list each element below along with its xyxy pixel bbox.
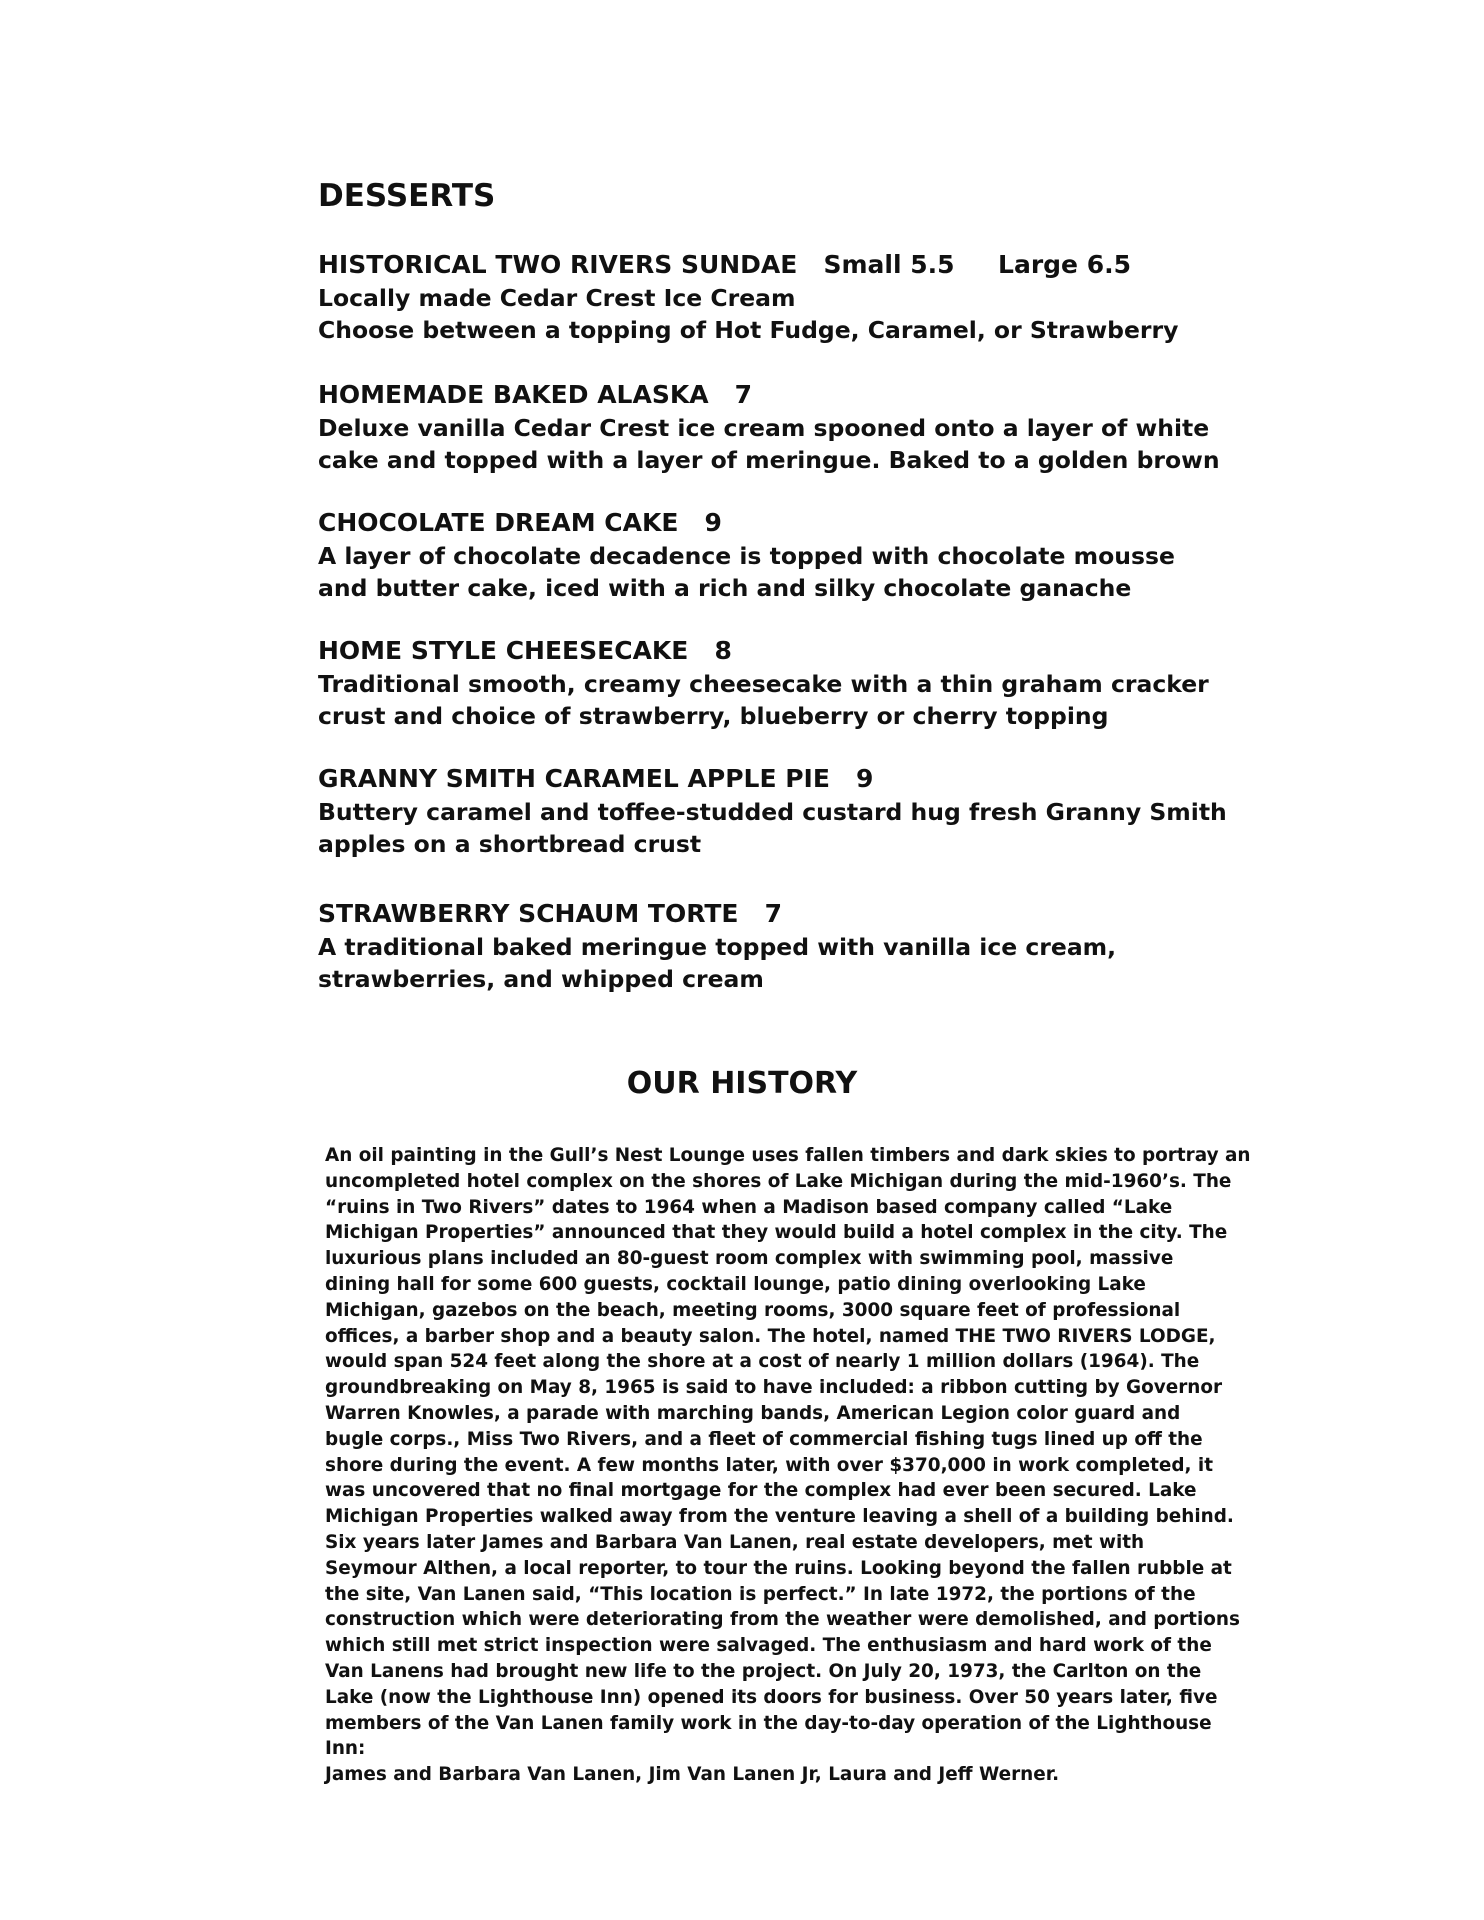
history-line: uncompleted hotel complex on the shores of Lake Michigan during the mid-1960’s. The [325, 1170, 1232, 1192]
dessert-description [318, 796, 1227, 860]
history-title-text: OUR HISTORY [626, 1066, 858, 1101]
history-line: luxurious plans included an 80-guest room complex with swimming pool, massive [325, 1248, 1174, 1270]
history-line: the site, Van Lanen said, “This location is perfect.” In late 1972, the portions of the [325, 1583, 1196, 1605]
history-line: construction which were deteriorating from the weather were demolished, and portions [325, 1609, 1240, 1631]
dessert-item-baked-alaska [318, 378, 1220, 476]
dessert-item-chocolate-cake [318, 506, 1175, 604]
history-line: dining hall for some 600 guests, cocktail lounge, patio dining overlooking Lake [325, 1273, 1146, 1295]
history-line: bugle corps., Miss Two Rivers, and a fleet of commercial fishing tugs lined up off the [325, 1428, 1203, 1450]
dessert-item-sundae [318, 248, 1179, 346]
desserts-title: DESSERTS [318, 178, 496, 214]
dessert-description [318, 668, 1209, 732]
history-line: groundbreaking on May 8, 1965 is said to have included: a ribbon cutting by Governor [325, 1377, 1223, 1399]
dessert-item-cheesecake [318, 634, 1209, 732]
history-title [0, 1064, 1484, 1104]
history-line: which still met strict inspection were salvaged. The enthusiasm and hard work of the [325, 1635, 1212, 1657]
history-paragraph [325, 1143, 1251, 1788]
dessert-description [318, 931, 1168, 995]
dessert-heading: HOME STYLE CHEESECAKE 8 [318, 636, 732, 665]
history-line: Michigan, gazebos on the beach, meeting rooms, 3000 square feet of professional [325, 1299, 1181, 1321]
history-line: An oil painting in the Gull’s Nest Lounge uses fallen timbers and dark skies to portray an [325, 1145, 1251, 1166]
description-line: Deluxe vanilla Cedar Crest ice cream spooned onto a layer of white [318, 414, 1210, 442]
description-line: strawberries, and whipped cream [318, 965, 764, 993]
dessert-heading: GRANNY SMITH CARAMEL APPLE PIE 9 [318, 764, 874, 793]
history-line: Michigan Properties walked away from the venture leaving a shell of a building behind. [325, 1506, 1234, 1528]
description-line: crust and choice of strawberry, blueberry or cherry topping [318, 702, 1109, 730]
dessert-description [318, 540, 1175, 604]
history-line: was uncovered that no final mortgage for the complex had ever been secured. Lake [325, 1480, 1197, 1502]
dessert-heading: CHOCOLATE DREAM CAKE 9 [318, 508, 722, 537]
description-line: Locally made Cedar Crest Ice Cream [318, 284, 796, 312]
dessert-heading: HOMEMADE BAKED ALASKA 7 [318, 380, 753, 409]
description-line: apples on a shortbread crust [318, 830, 702, 858]
history-line: Six years later James and Barbara Van Lanen, real estate developers, met with [325, 1531, 1145, 1553]
history-line: Lake (now the Lighthouse Inn) opened its doors for business. Over 50 years later, five [325, 1686, 1218, 1708]
history-line: Inn: [325, 1738, 366, 1760]
history-line: Warren Knowles, a parade with marching bands, American Legion color guard and [325, 1402, 1181, 1424]
dessert-item-schaum-torte [318, 897, 1168, 995]
description-line: Traditional smooth, creamy cheesecake with a thin graham cracker [318, 670, 1209, 698]
history-line: James and Barbara Van Lanen, Jim Van Lanen Jr, Laura and Jeff Werner. [325, 1764, 1060, 1786]
history-line: members of the Van Lanen family work in the day-to-day operation of the Lighthouse [325, 1712, 1212, 1734]
description-line: Choose between a topping of Hot Fudge, Caramel, or Strawberry [318, 316, 1179, 344]
dessert-heading: HISTORICAL TWO RIVERS SUNDAE Small 5.5 Large 6.5 [318, 250, 1132, 279]
description-line: A layer of chocolate decadence is topped with chocolate mousse [318, 542, 1175, 570]
dessert-heading: STRAWBERRY SCHAUM TORTE 7 [318, 899, 782, 928]
history-line: Seymour Althen, a local reporter, to tour the ruins. Looking beyond the fallen rubble at [325, 1557, 1232, 1579]
history-line: would span 524 feet along the shore at a cost of nearly 1 million dollars (1964). The [325, 1351, 1200, 1373]
dessert-item-apple-pie [318, 762, 1227, 860]
description-line: A traditional baked meringue topped with vanilla ice cream, [318, 933, 1117, 961]
dessert-description [318, 412, 1220, 476]
history-line: Van Lanens had brought new life to the project. On July 20, 1973, the Carlton on the [325, 1660, 1202, 1682]
history-line: Michigan Properties” announced that they would build a hotel complex in the city. The [325, 1222, 1228, 1244]
description-line: and butter cake, iced with a rich and silky chocolate ganache [318, 574, 1132, 602]
history-line: offices, a barber shop and a beauty salon. The hotel, named THE TWO RIVERS LODGE, [325, 1325, 1216, 1347]
dessert-description [318, 282, 1179, 346]
history-line: “ruins in Two Rivers” dates to 1964 when a Madison based company called “Lake [325, 1196, 1173, 1218]
history-line: shore during the event. A few months later, with over $370,000 in work completed, it [325, 1454, 1214, 1476]
description-line: Buttery caramel and toffee-studded custard hug fresh Granny Smith [318, 798, 1227, 826]
description-line: cake and topped with a layer of meringue. Baked to a golden brown [318, 446, 1220, 474]
